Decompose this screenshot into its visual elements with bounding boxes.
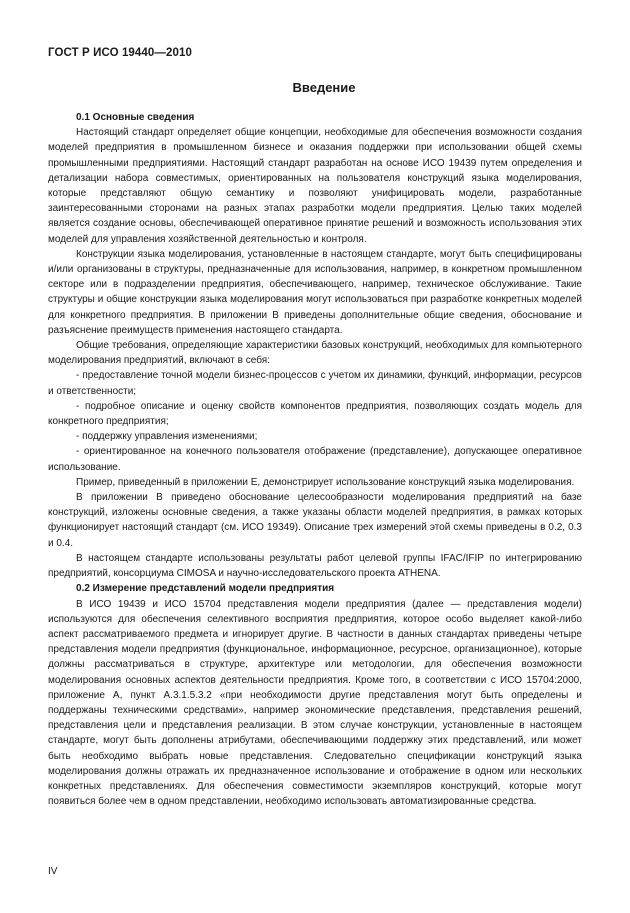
paragraph: В ИСО 19439 и ИСО 15704 представления модели предприятия (далее — представления модели) используются для обеспечения селективного восприятия предприятия, которое особо выделяет какой-либо аспект рассматриваемого предмета и игнорирует другие. В частности в данных стандартах приведены четыре представления модели предприятия (функциональное, информационное, ресурсное, организационное), которые должны рассматриваться в структуре, архитектуре или методологии, для обеспечения возможности моделирования основных аспектов деятельности предприятия. Кроме того, в соответствии с ИСО 15704:2000, приложение А, пункт А.3.1.5.3.2 «при необходимости другие представления могут быть определены и поддержаны техническими средствами», например экономические представления, представления решений, представления цели и представления реализации. В этом случае конструкции, установленные в настоящем стандарте, могут быть дополнены атрибутами, обеспечивающими поддержку этих представлений, или может быть необходимо выбрать новые представления. Следовательно спецификации конструкций языка моделирования должны отражать их предназначенное использование и отображение в одном или нескольких конкретных представлениях. Для обеспечения совместимости экземпляров конструкций, которые могут появиться более чем в одном представлении, необходимо использовать автоматизированные средства. <box>48 598 582 808</box>
section-heading-0-2: 0.2 Измерение представлений модели предприятия <box>76 583 335 595</box>
page-title: Введение <box>292 80 356 95</box>
list-item: - поддержку управления изменениями; <box>76 431 258 443</box>
list-item: - предоставление точной модели бизнес-процессов с учетом их динамики, функций, информации, ресурсов и ответственности; <box>48 370 582 397</box>
paragraph: В настоящем стандарте использованы результаты работ целевой группы IFAC/IFIP по интегрированию предприятий, консорциума CIMOSA и научно-исследовательского проекта ATHENA. <box>48 552 582 580</box>
paragraph: Общие требования, определяющие характеристики базовых конструкций, необходимых для компьютерного моделирования предприятий, включают в себя: <box>48 340 582 367</box>
document-body <box>48 110 582 809</box>
list-item: - ориентированное на конечного пользователя отображение (представление), допускающее оперативное использование. <box>48 446 582 473</box>
list-item: - подробное описание и оценку свойств компонентов предприятия, позволяющих создать модель для конкретного предприятия; <box>48 400 582 428</box>
paragraph: В приложении В приведено обоснование целесообразности моделирования предприятий на базе конструкций, изложены основные сведения, а также указаны области моделей предприятия, в рамках которых функционирует настоящий стандарт (см. ИСО 19349). Описание трех измерений этой схемы приведены в 0.2, 0.3 и 0.4. <box>48 492 582 549</box>
paragraph: Пример, приведенный в приложении Е, демонстрирует использование конструкций языка моделирования. <box>76 476 575 488</box>
document-code-header: ГОСТ Р ИСО 19440—2010 <box>48 47 193 59</box>
page-number: IV <box>48 866 58 877</box>
section-heading-0-1: 0.1 Основные сведения <box>76 112 195 123</box>
paragraph: Конструкции языка моделирования, установленные в настоящем стандарте, могут быть специфицированы и/или организованы в структуры, предназначенные для использования, например, в конкретном промышленном секторе или в подразделении предприятия, обеспечивающего, например, техническое обслуживание. Такие структуры и общие конструкции языка моделирования могут использоваться при разработке конкретных моделей для конкретного предприятия. В приложении В приведены дополнительные общие сведения, обоснование и разъяснение преимуществ применения настоящего стандарта. <box>48 248 582 336</box>
paragraph: Настоящий стандарт определяет общие концепции, необходимые для обеспечения возможности создания моделей предприятия в промышленном бизнесе и оказания поддержки при использовании общей схемы промышленными предприятиями. Настоящий стандарт разработан на основе ИСО 19439 путем определения и детализации набора совместимых, ориентированных на пользователя конструкций языка моделирования, которые представляют общую семантику и позволяют унифицировать модели, разработанные заинтересованными сторонами на разных этапах разработки модели предприятия. Целью таких моделей является создание основы, обеспечивающей оперативное принятие решений и возможность использования этих моделей для управления хозяйственной деятельностью и контроля. <box>48 127 582 245</box>
